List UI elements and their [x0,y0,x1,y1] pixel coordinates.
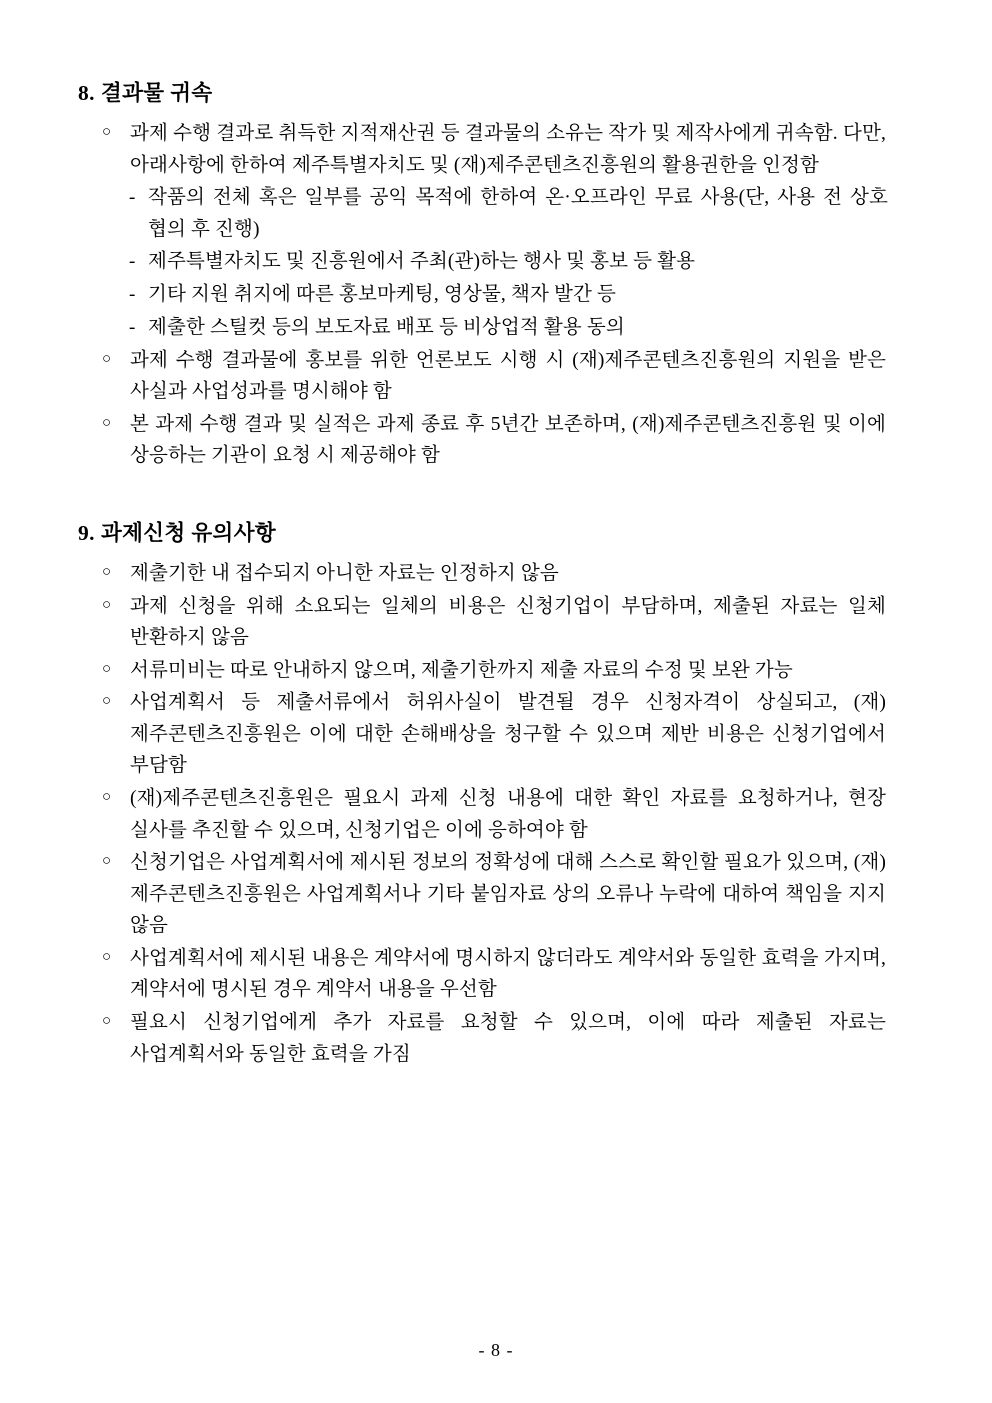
section-9-number: 9. [78,520,95,545]
list-item-text: 제출한 스틸컷 등의 보도자료 배포 등 비상업적 활용 동의 [148,316,625,338]
list-item-text: 서류미비는 따로 안내하지 않으며, 제출기한까지 제출 자료의 수정 및 보완 가능 [130,659,793,681]
circle-marker-icon: ○ [102,853,112,870]
circle-marker-icon: ○ [102,414,112,431]
list-item [102,783,920,846]
list-item [120,279,920,311]
circle-marker-icon: ○ [102,1013,112,1030]
section-8-number: 8. [78,81,95,105]
circle-marker-icon: ○ [102,563,112,580]
circle-marker-icon: ○ [102,660,112,677]
list-item-text: 과제 수행 결과물에 홍보를 위한 언론보도 시행 시 (재)제주콘텐츠진흥원의 지원을 받은 사실과 사업성과를 명시해야 함 [130,349,886,403]
section-spacer [72,478,920,518]
list-item-text: 작품의 전체 혹은 일부를 공익 목적에 한하여 온·오프라인 무료 사용(단, 사용 전 상호 협의 후 진행) [148,187,888,240]
list-item [102,943,920,1006]
list-item-text: 본 과제 수행 결과 및 실적은 과제 종료 후 5년간 보존하며, (재)제주콘텐츠진흥원 및 이에 상응하는 기관이 요청 시 제공해야 함 [130,413,886,467]
circle-marker-icon: ○ [102,948,112,965]
list-item-text: 사업계획서 등 제출서류에서 허위사실이 발견될 경우 신청자격이 상실되고, (재)제주콘텐츠진흥원은 이에 대한 손해배상을 청구할 수 있으며 제반 비용은 신청기업에서 부담함 [130,692,886,777]
section-9-list [72,558,920,1070]
list-item-text: 과제 수행 결과로 취득한 지적재산권 등 결과물의 소유는 작가 및 제작사에게 귀속함. 다만, 아래사항에 한하여 제주특별자치도 및 (재)제주콘텐츠진흥원의 활용권한을 인정함 [130,123,886,176]
circle-marker-icon: ○ [102,596,112,613]
list-item [102,591,920,654]
section-8-list [72,118,920,472]
list-item [102,847,920,942]
list-item [102,118,920,181]
list-item [120,182,920,245]
list-item-text: 과제 신청을 위해 소요되는 일체의 비용은 신청기업이 부담하며, 제출된 자료는 일체 반환하지 않음 [130,595,886,649]
section-8-heading [78,78,920,108]
dash-marker-icon: - [129,187,136,209]
circle-marker-icon: ○ [102,693,112,710]
list-item [102,345,920,408]
list-item-text: 제주특별자치도 및 진흥원에서 주최(관)하는 행사 및 홍보 등 활용 [148,251,696,273]
circle-marker-icon: ○ [102,789,112,806]
list-item-text: 필요시 신청기업에게 추가 자료를 요청할 수 있으며, 이에 따라 제출된 자료는 사업계획서와 동일한 효력을 가짐 [130,1012,886,1065]
circle-marker-icon: ○ [102,124,112,141]
list-item [120,312,920,344]
list-item-text: 제출기한 내 접수되지 아니한 자료는 인정하지 않음 [130,562,559,584]
list-item-text: 사업계획서에 제시된 내용은 계약서에 명시하지 않더라도 계약서와 동일한 효력을 가지며, 계약서에 명시된 경우 계약서 내용을 우선함 [130,947,886,1001]
page-number: - 8 - [478,1340,514,1360]
dash-marker-icon: - [129,284,136,306]
list-item [102,1007,920,1070]
list-item [102,655,920,687]
list-item [102,558,920,590]
list-item-text: 신청기업은 사업계획서에 제시된 정보의 정확성에 대해 스스로 확인할 필요가 있으며, (재)제주콘텐츠진흥원은 사업계획서나 기타 붙임자료 상의 오류나 누락에 대하여 책임을 지지 않음 [130,852,886,937]
list-item [102,409,920,472]
dash-marker-icon: - [129,251,136,273]
section-8 [72,78,920,472]
section-9-title: 과제신청 유의사항 [100,520,277,545]
list-item-text: (재)제주콘텐츠진흥원은 필요시 과제 신청 내용에 대한 확인 자료를 요청하거나, 현장 실사를 추진할 수 있으며, 신청기업은 이에 응하여야 함 [130,788,886,841]
section-9-heading [78,518,920,548]
section-9 [72,518,920,1070]
list-item [120,246,920,278]
circle-marker-icon: ○ [102,350,112,367]
dash-marker-icon: - [129,316,136,338]
list-item [102,687,920,782]
list-item-text: 기타 지원 취지에 따른 홍보마케팅, 영상물, 책자 발간 등 [148,284,616,306]
section-8-title: 결과물 귀속 [100,81,213,105]
